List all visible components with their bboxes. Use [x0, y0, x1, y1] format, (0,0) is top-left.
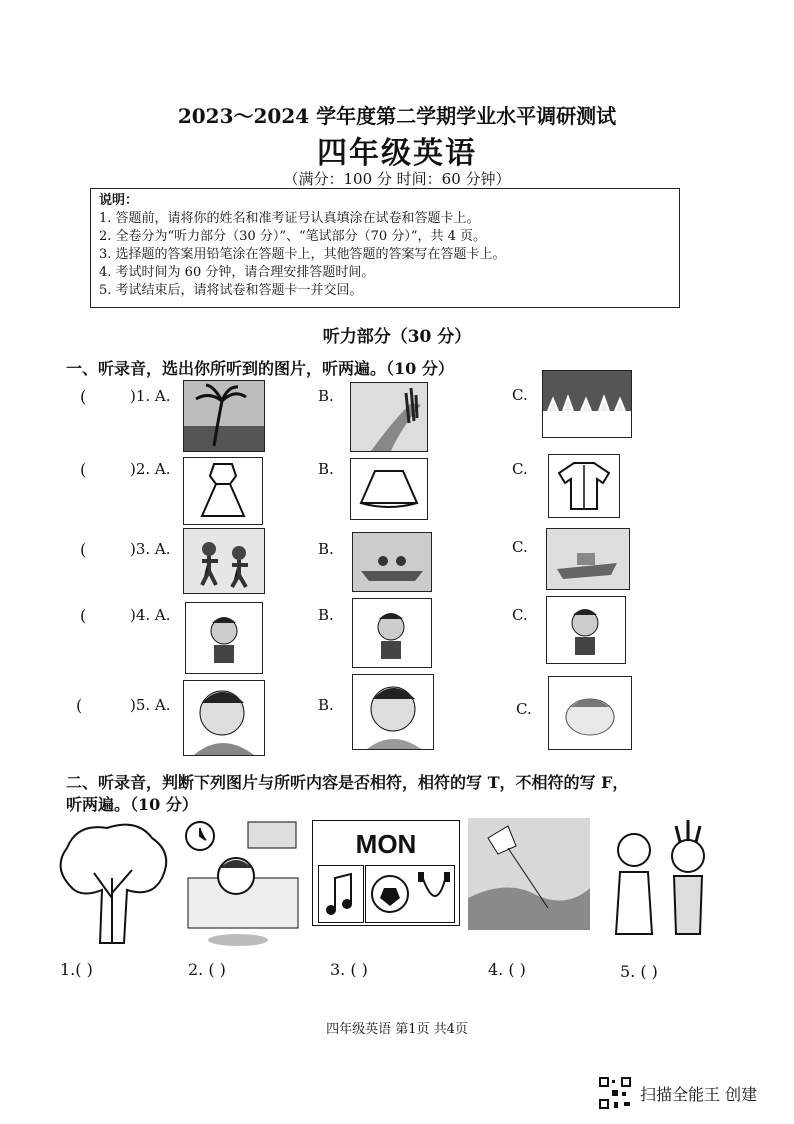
kite-hill-icon[interactable] — [468, 818, 590, 930]
option-c-label: C. — [512, 386, 528, 404]
boat-rowing-icon[interactable] — [352, 532, 432, 592]
shirt-icon[interactable] — [548, 454, 620, 518]
qr-code-icon — [598, 1076, 632, 1110]
answer-blank-3[interactable]: 3. ( ) — [330, 960, 368, 979]
answer-paren[interactable]: ( — [80, 460, 87, 479]
option-c-label: C. — [512, 538, 528, 556]
answer-blank-1[interactable]: 1.( ) — [60, 960, 93, 979]
boy-waking-icon[interactable] — [178, 818, 302, 948]
cough-boy-icon[interactable] — [546, 596, 626, 664]
instruction-item: 4. 考试时间为 60 分钟，请合理安排答题时间。 — [99, 265, 375, 280]
question-label: )4. A. — [130, 606, 171, 624]
music-note-icon — [318, 865, 364, 923]
crying-boy-icon[interactable] — [352, 674, 434, 750]
instruction-item: 2. 全卷分为“听力部分（30 分）”、“笔试部分（70 分）”，共 4 页。 — [99, 229, 487, 244]
skirt-icon[interactable] — [350, 458, 428, 520]
answer-blank-5[interactable]: 5. ( ) — [620, 962, 658, 981]
costume-children-icon[interactable] — [596, 816, 726, 940]
option-b-label: B. — [318, 387, 334, 405]
page-footer: 四年级英语 第1页 共4页 — [326, 1022, 468, 1037]
scanner-watermark: 扫描全能王 创建 — [640, 1085, 758, 1104]
answer-blank-4[interactable]: 4. ( ) — [488, 960, 526, 979]
part1-heading: 一、听录音，选出你所听到的图片，听两遍。（10 分） — [66, 359, 454, 378]
question-label: )3. A. — [130, 540, 171, 558]
option-b-label: B. — [318, 540, 334, 558]
option-b-label: B. — [318, 696, 334, 714]
road-trees-icon[interactable] — [350, 382, 428, 452]
part2-heading: 二、听录音，判断下列图片与所听内容是否相符，相符的写 T，不相符的写 F， — [66, 773, 629, 792]
answer-blank-2[interactable]: 2. ( ) — [188, 960, 226, 979]
monday-schedule-card[interactable] — [312, 820, 460, 926]
subject-title: 四年级英语 — [317, 136, 477, 171]
question-label: )5. A. — [130, 696, 171, 714]
instructions-heading: 说明： — [99, 193, 139, 208]
palm-beach-icon[interactable] — [183, 380, 265, 452]
mon-label: MON — [355, 829, 417, 859]
instruction-item: 3. 选择题的答案用铅笔涂在答题卡上，其他答题的答案写在答题卡上。 — [99, 247, 506, 262]
instruction-item: 5. 考试结束后，请将试卷和答题卡一并交回。 — [99, 283, 363, 298]
answer-paren[interactable]: ( — [76, 696, 83, 715]
score-time: （满分：100 分 时间：60 分钟） — [283, 170, 511, 188]
answer-paren[interactable]: ( — [80, 540, 87, 559]
tree-icon[interactable] — [52, 818, 174, 948]
snow-forest-icon[interactable] — [542, 370, 632, 438]
dress-icon[interactable] — [183, 457, 263, 525]
option-b-label: B. — [318, 606, 334, 624]
option-c-label: C. — [516, 700, 532, 718]
option-c-label: C. — [512, 606, 528, 624]
tired-boy-icon[interactable] — [183, 680, 265, 756]
answer-paren[interactable]: ( — [80, 387, 87, 406]
section-title: 听力部分（30 分） — [322, 327, 472, 347]
ball-rope-icon — [365, 865, 455, 923]
boat-icon[interactable] — [546, 528, 630, 590]
exam-title: 2023～2024 学年度第二学期学业水平调研测试 — [177, 104, 617, 128]
sick-boy-icon[interactable] — [185, 602, 263, 674]
kids-running-icon[interactable] — [183, 528, 265, 594]
answer-paren[interactable]: ( — [80, 606, 87, 625]
instruction-item: 1. 答题前，请将你的姓名和准考证号认真填涂在试卷和答题卡上。 — [99, 211, 480, 226]
option-c-label: C. — [512, 460, 528, 478]
question-label: )2. A. — [130, 460, 171, 478]
part2-heading-cont: 听两遍。（10 分） — [66, 795, 198, 814]
option-b-label: B. — [318, 460, 334, 478]
instructions-box — [90, 188, 680, 308]
fever-boy-icon[interactable] — [352, 598, 432, 668]
question-label: )1. A. — [130, 387, 171, 405]
sleeping-boy-icon[interactable] — [548, 676, 632, 750]
